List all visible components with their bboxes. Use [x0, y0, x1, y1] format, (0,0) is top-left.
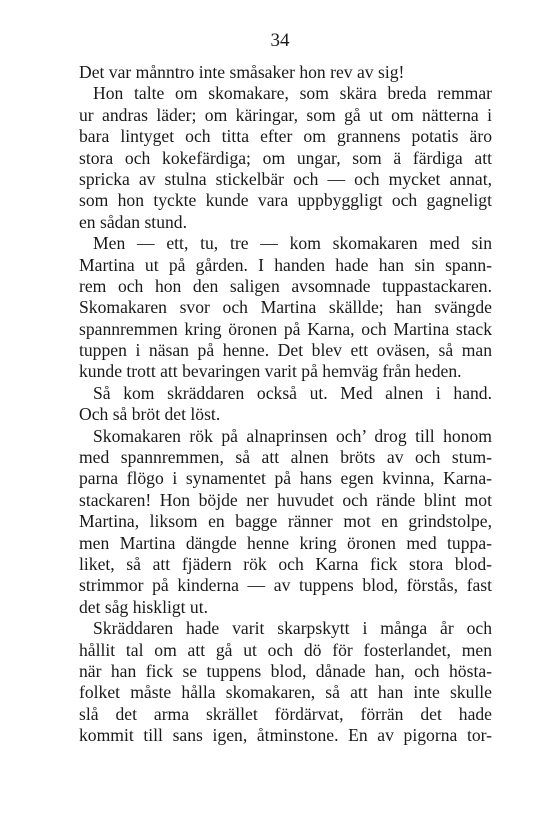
- text-line: kommit till sans igen, åtminstone. En av pigorna tor-: [79, 725, 492, 746]
- text-line: hållit tal om att gå ut och dö för fosterlandet, men: [79, 639, 492, 660]
- text-line: bara lintyget och titta efter om grannens potatis äro: [79, 126, 492, 147]
- text-line: Så kom skräddaren också ut. Med alnen i hand.: [93, 382, 492, 403]
- text-line: strimmor på kinderna — av tuppens blod, förstås, fast: [79, 575, 492, 596]
- text-line: stackaren! Hon böjde ner huvudet och rände blint mot: [79, 489, 492, 510]
- text-line: tuppen i näsan på henne. Det blev ett oväsen, så man: [79, 340, 492, 361]
- text-line: Hon talte om skomakare, som skära breda remmar: [93, 83, 492, 104]
- text-line: spannremmen kring öronen på Karna, och Martina stack: [79, 318, 492, 339]
- text-line: Martina ut på gården. I handen hade han sin spann-: [79, 254, 492, 275]
- text-line: Det var månntro inte småsaker hon rev av sig!: [79, 62, 405, 82]
- text-line: det såg hiskligt ut.: [79, 596, 209, 617]
- text-line: en sådan stund.: [79, 211, 187, 232]
- text-line: när han fick se tuppens blod, dånade han, och hösta-: [79, 660, 492, 681]
- text-line: kunde trott att bevaringen varit på hemväg från heden.: [79, 361, 462, 382]
- text-line: Men — ett, tu, tre — kom skomakaren med sin: [93, 233, 492, 254]
- text-line: slå det arma skrället fördärvat, förrän det hade: [79, 703, 492, 724]
- text-line: liket, så att fjädern rök och Karna fick stora blod-: [79, 553, 492, 574]
- text-line: Skomakaren rök på alnaprinsen och’ drog till honom: [93, 425, 492, 446]
- body-text: [79, 62, 492, 747]
- text-line: ur andras läder; om käringar, som gå ut om nätterna i: [79, 104, 492, 125]
- page-number: 34: [270, 30, 290, 51]
- text-line: Skomakaren svor och Martina skällde; han svängde: [79, 297, 492, 318]
- text-line: Och så bröt det löst.: [79, 404, 221, 425]
- text-line: med spannremmen, så att alnen bröts av och stum-: [79, 447, 492, 468]
- text-line: spricka av stulna stickelbär och — och mycket annat,: [79, 168, 492, 189]
- text-line: stora och kokefärdiga; om ungar, som ä färdiga att: [79, 147, 492, 168]
- text-line: Skräddaren hade varit skarpskytt i många år och: [93, 618, 492, 639]
- text-line: som hon tyckte kunde vara uppbyggligt och gagneligt: [79, 190, 492, 211]
- text-line: men Martina dängde henne kring öronen med tuppa-: [79, 532, 492, 553]
- text-line: folket måste hålla skomakaren, så att han inte skulle: [79, 682, 492, 703]
- text-line: Martina, liksom en bagge ränner mot en grindstolpe,: [79, 511, 492, 532]
- text-line: rem och hon den saligen avsomnade tuppastackaren.: [79, 275, 492, 296]
- text-line: parna flögo i synamentet på hans egen kvinna, Karna-: [79, 468, 492, 489]
